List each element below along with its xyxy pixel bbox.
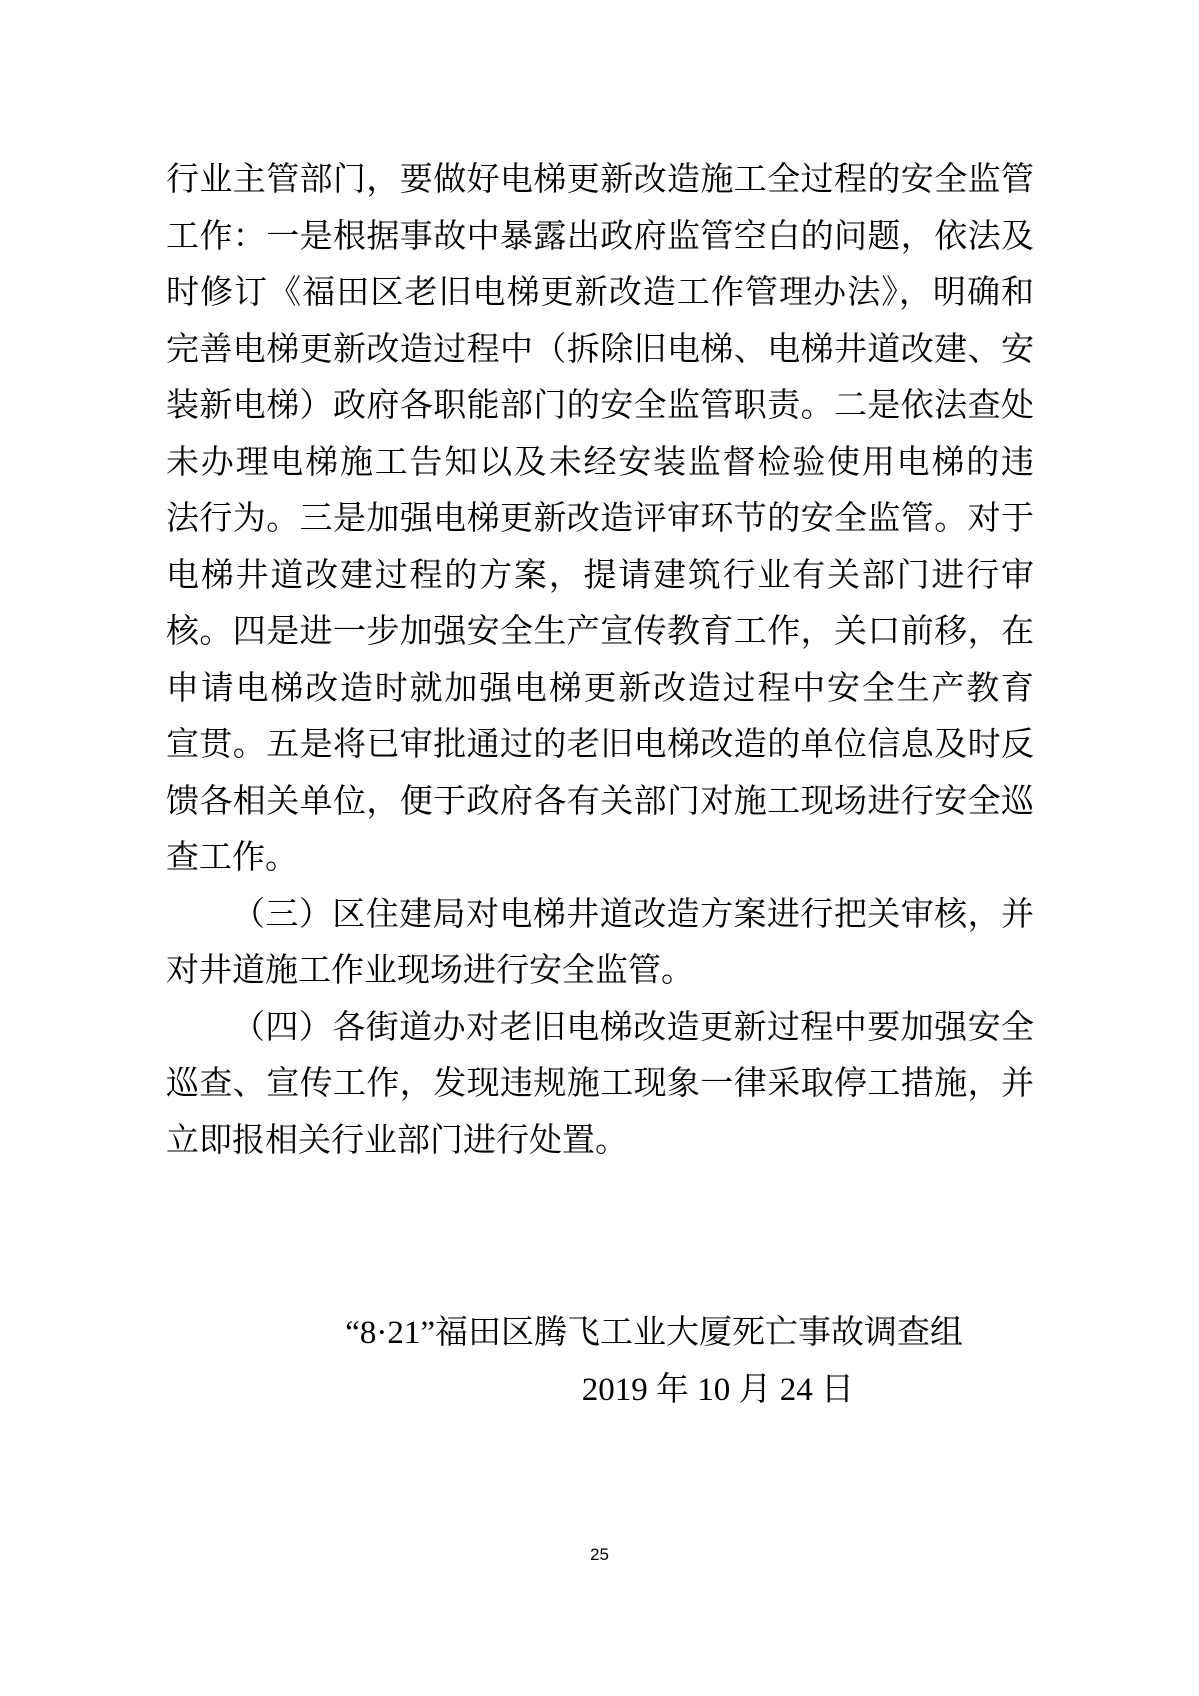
document-body: [166, 152, 1034, 1169]
body-line: 申请电梯改造时就加强电梯更新改造过程中安全生产教育: [166, 670, 1034, 707]
signature-line: “8·21”福田区腾飞工业大厦死亡事故调查组: [345, 1315, 963, 1351]
body-line: 巡查、宣传工作，发现违规施工现象一律采取停工措施，并: [166, 1066, 1034, 1102]
body-line: 宣贯。五是将已审批通过的老旧电梯改造的单位信息及时反: [166, 727, 1034, 763]
page-footer: [0, 1543, 1199, 1567]
body-line: 装新电梯）政府各职能部门的安全监管职责。二是依法查处: [166, 388, 1034, 424]
body-line: 时修订《福田区老旧电梯更新改造工作管理办法》，明确和: [166, 275, 1034, 311]
body-line: 核。四是进一步加强安全生产宣传教育工作，关口前移，在: [166, 614, 1034, 650]
body-line: 法行为。三是加强电梯更新改造评审环节的安全监管。对于: [166, 501, 1034, 537]
body-line: 立即报相关行业部门进行处置。: [166, 1122, 628, 1159]
body-line paragraph-start: （三）区住建局对电梯井道改造方案进行把关审核，并: [232, 896, 1034, 933]
body-line: 未办理电梯施工告知以及未经安装监督检验使用电梯的违: [166, 444, 1034, 481]
body-line: 对井道施工作业现场进行安全监管。: [166, 953, 694, 989]
date-line: 2019 年 10 月 24 日: [581, 1372, 854, 1408]
body-line: 馈各相关单位，便于政府各有关部门对施工现场进行安全巡: [166, 783, 1034, 820]
page-number: 25: [590, 1545, 609, 1564]
body-line: 行业主管部门，要做好电梯更新改造施工全过程的安全监管: [166, 162, 1034, 198]
body-line paragraph-start: （四）各街道办对老旧电梯改造更新过程中要加强安全: [232, 1009, 1034, 1046]
body-line: 电梯井道改建过程的方案，提请建筑行业有关部门进行审: [166, 557, 1034, 594]
body-line: 工作：一是根据事故中暴露出政府监管空白的问题，依法及: [166, 218, 1034, 255]
body-line: 查工作。: [166, 840, 298, 876]
body-line: 完善电梯更新改造过程中（拆除旧电梯、电梯井道改建、安: [166, 331, 1034, 368]
